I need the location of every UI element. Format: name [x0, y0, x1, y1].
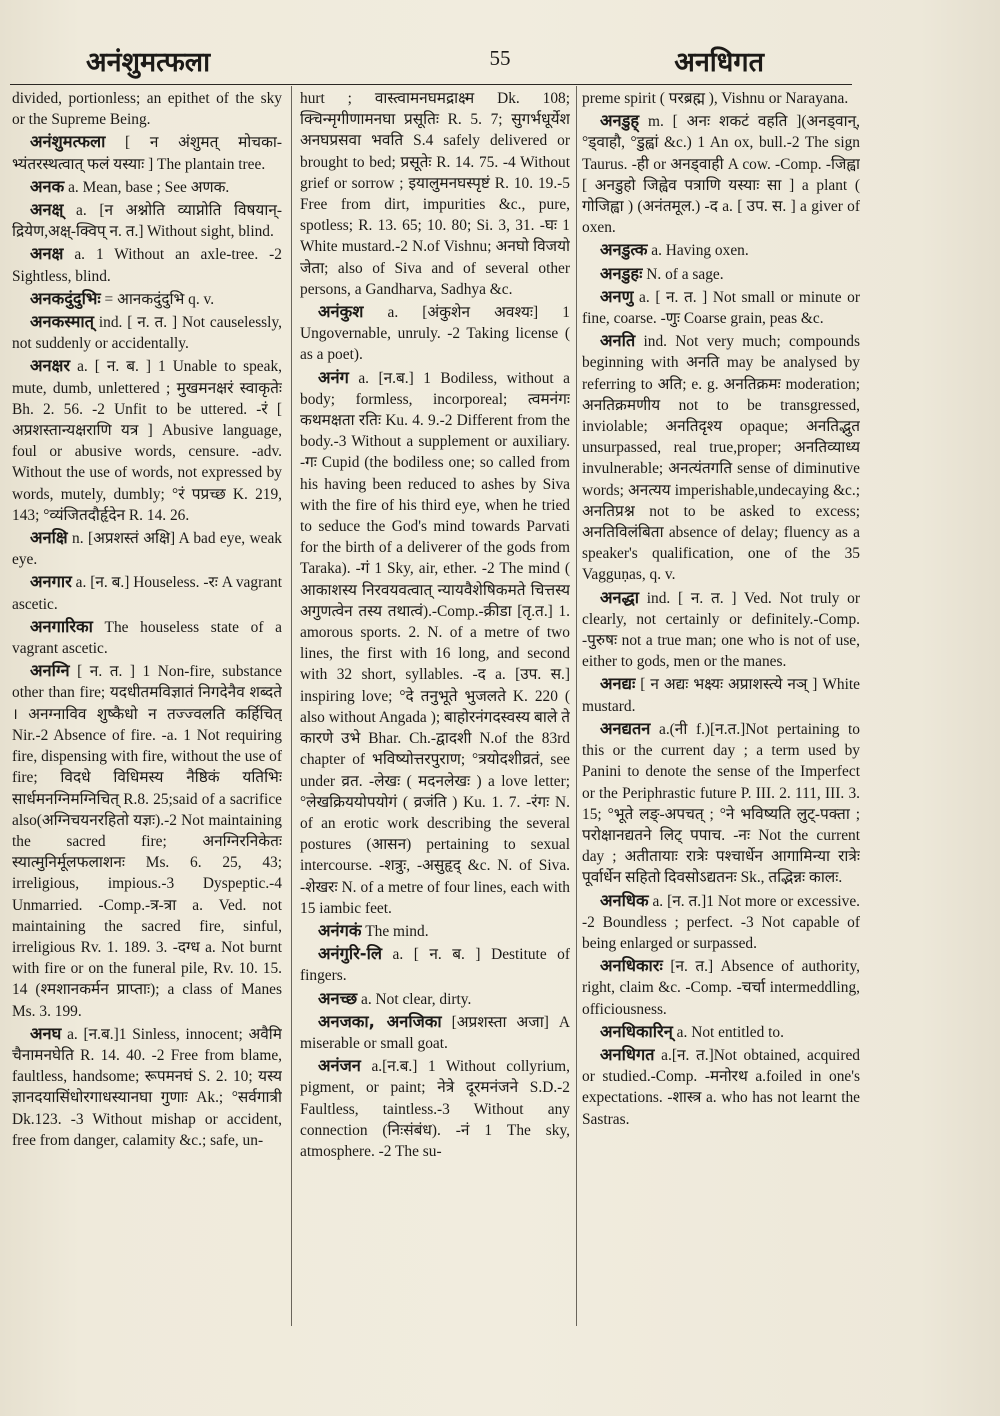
- entry-headword: अनधिकारिन्: [600, 1021, 673, 1041]
- entry-headword: अनडुत्क: [600, 240, 648, 260]
- dictionary-entry: [582, 890, 860, 955]
- dictionary-entry: [300, 1011, 570, 1054]
- dictionary-entry: [582, 330, 860, 585]
- entry-definition: a. [ न. त. ] Not small or minute or fine, coarse. -णुः Coarse grain, peas &c.: [582, 288, 860, 328]
- dictionary-entry: [582, 587, 860, 673]
- entry-definition: a.(नी f.)[न.त.]Not pertaining to this or the current day ; a term used by Panini to denote the sense of the Imperfect or the Periphrastic future P. III. 2. 111, III. 3. 15; °भूते लङ्-अपचत् ; °ने भविष्यति लुट्-पक्ता ; परोक्षानद्यतने लिट् पपाच. -नः Not the current day ; अतीतायाः रात्रेः पश्चार्धेन आगामिन्या रात्रेः पूर्वार्धेन सहितो दिवसोऽद्यतनः Sk., तद्भिन्नः कालः.: [582, 720, 860, 887]
- entry-headword: अनद्यः: [600, 674, 636, 694]
- entry-definition: a. [ न. ब. ] 1 Unable to speak, mute, dumb, unlettered ; मुखमनक्षरं स्वाकृतेः Bh. 2. 56. -2 Unfit to be uttered. -रं [ अप्रशस्तान्यक्षराणि यत्र ] Abusive language, foul or abusive words, censure. -adv. Without the use of words, not expressed by words, mutely, dumbly; °रं पप्रच्छ K. 219, 143; °व्यंजितदौर्हृदेन R. 14. 26.: [12, 358, 282, 524]
- entry-definition: a. [न.ब.]1 Sinless, innocent; अवैमि चैनामनघेति R. 14. 40. -2 Free from blame, faultless, handsome; रूपमनघं S. 2. 10; यस्य ज्ञानदयासिंधोरगाधस्यानघा गुणाः Ak.; °सर्वगात्री Dk.123. -3 Without mishap or accident, free from danger, calamity &c.; safe, un-: [12, 1025, 282, 1149]
- column-3: [582, 88, 860, 1378]
- entry-definition: a. [न.ब.] 1 Bodiless, without a body; formless, incorporeal; त्वमनंगः कथमक्षता रतिः Ku. 4. 9.-2 Different from the body.-3 Without a supplement or auxiliary. -गः Cupid (the bodiless one; so called from his having been reduced to ashes by Siva with the fire of his third eye, when he tried to seduce the God's mind towards Parvati for the birth of a deliverer of the gods from Taraka). -गं 1 Sky, air, ether. -2 The mind ( आकाशस्य निरवयवत्वात् न्यायवैशेषिकमते चित्तस्य अगुणत्वेन तस्य तथात्वं).-Comp.-क्रीडा [तृ.त.] 1. amorous sports. 2. N. of a metre of two lines, the first with 16 long, and second with 32 short, syllables. -द a. [उप. स.] inspiring love; °दे तनुभूते भुजलते K. 220 ( also without Angada ); बाहोरनंगदस्वस्य बाले ते कारणे उभे Bhar. Ch.-द्वादशी N.of the 83rd chapter of भविष्योत्तरपुराण; °त्रयोदशीव्रतं, see under व्रत. -लेखः ( मदनलेखः ) a love letter; °लेखक्रिययोपयोगं ( व्रजंति ) Ku. 1. 7. -रंगः N. of an erotic work describing the several postures (आसन) pertaining to sexual intercourse. -शत्रुः, -असुहृद् &c. N. of Siva. -शेखरः N. of a metre of four lines, each with 15 iambic feet.: [300, 369, 570, 917]
- entry-headword: अनधिकारः: [600, 956, 663, 976]
- entry-definition: = आनकदुंदुभि q. v.: [100, 290, 215, 308]
- entry-headword: अनजका, अनजिका: [318, 1011, 442, 1031]
- dictionary-entry: [582, 673, 860, 716]
- entry-headword: अनक्ष: [30, 244, 64, 264]
- entry-headword: अनंशुमत्फला: [30, 132, 106, 152]
- entry-definition: ind. [ न. त. ] Ved. Not truly or clearly, not certainly or definitely.-Comp. -पुरुषः not a true man; one who is not of use, either to gods, men or the manes.: [582, 589, 860, 671]
- entry-headword: अनधिक: [600, 890, 649, 910]
- entry-definition: a. 1 Without an axle-tree. -2 Sightless, blind.: [12, 246, 282, 285]
- dictionary-entry: [300, 1055, 570, 1162]
- entry-definition: [ न अद्यः भक्ष्यः अप्राशस्त्ये नञ् ] White mustard.: [582, 676, 860, 715]
- entry-definition: a.[न. त.]Not obtained, acquired or studied.-Comp. -मनोरथ a.foiled in one's expectations. -शास्त्र a. who has not learnt the Sastras.: [582, 1046, 860, 1128]
- header-last-word: अनधिगत: [674, 47, 764, 78]
- column-1: [12, 88, 282, 1378]
- entry-definition: [ न. त. ] 1 Non-fire, substance other than fire; यदधीतमविज्ञातं निगदेनैव शब्दते । अनग्नाविव शुष्कैधो न तज्ज्वलति कर्हिचित् Nir.-2 Absence of fire. -a. 1 Not requiring fire, dispensing with fire, without the use of fire; विदधे विधिमस्य नैष्ठिकं यतिभिः सार्धमनग्निमग्निचित् R.8. 25;said of a sacrifice also(अग्निचयनरहितो यज्ञः).-2 Not maintaining the sacred fire; अनग्निरनिकेतः स्यात्मुनिर्मूलफलाशनः Ms. 6. 25, 43; irreligious, impious.-3 Dyspeptic.-4 Unmarried. -Comp.-त्र-त्रा a. Ved. not maintaining the sacred fire, sinful, irreligious Rv. 1. 189. 3. -दग्ध a. Not burnt with fire or on the funeral pile, Rv. 10. 15. 14 (श्मशानकर्मन प्राप्ताः); a class of Manes Ms. 3. 199.: [12, 663, 282, 1020]
- entry-headword: अनद्धा: [600, 587, 639, 607]
- entry-definition: ind. Not very much; compounds beginning with अनति may be analysed by referring to अति; e. g. अनतिक्रमः moderation; अनतिक्रमणीय not to be transgressed, inviolable; अनतिदृश्य opaque; अनतिद्भुत unsurpassed, real true,proper; अनतिव्याध्य invulnerable; अनत्यंतगति sense of diminutive words; अनत्यय imperishable,undecaying &c.; अनतिप्रश्न not to be asked to excess; अनतिविलंबिता absence of delay; fluency as a speaker's qualification, one of the 35 Vagguṇas, q. v.: [582, 333, 860, 584]
- entry-headword: अनद्यतन: [600, 718, 651, 738]
- entry-definition: a. Not entitled to.: [672, 1023, 784, 1041]
- dictionary-entry: [300, 88, 570, 300]
- entry-definition: n. [अप्रशस्तं अक्षि] A bad eye, weak eye.: [12, 530, 282, 569]
- entry-headword: अनच्छ: [318, 988, 358, 1008]
- dictionary-entry: [582, 88, 860, 109]
- dictionary-entry: [12, 660, 282, 1021]
- dictionary-entry: [12, 243, 282, 286]
- entry-definition: a. [न. ब.] Houseless. -रः A vagrant ascetic.: [12, 574, 282, 613]
- entry-headword: अनक: [30, 176, 65, 196]
- dictionary-entry: [582, 286, 860, 329]
- entry-definition: hurt ; वास्त्वामनघमद्राक्ष्म Dk. 108; क्चिन्मृगीणामनघा प्रसूतिः R. 5. 7; सुगर्भधूर्येश अनघप्रसवा भवति S.4 safely delivered or brought to bed; प्रसूतेः R. 14. 75. -4 Without grief or sorrow ; इयालुमनघस्पृष्टं R. 10. 19.-5 Free from dirt, impurities &c., pure, spotless; R. 13. 65; 10. 80; Si. 3, 31. -घः 1 White mustard.-2 N.of Vishnu; अनघो विजयो जेता; also of Siva and of several other persons, a Gandharva, Sadhya &c.: [300, 90, 570, 298]
- entry-definition: a.[न.ब.] 1 Without collyrium, pigment, or paint; नेत्रे दूरमनंजने S.D.-2 Faultless, taintless.-3 Without any connection (निःसंबंध). -नं 1 The sky, atmosphere. -2 The su-: [300, 1058, 570, 1160]
- entry-definition: The mind.: [361, 922, 429, 940]
- dictionary-entry: [582, 110, 860, 238]
- entry-definition: N. of a sage.: [642, 265, 724, 283]
- entry-definition: a. [ न. ब. ] Destitute of fingers.: [300, 946, 570, 985]
- entry-headword: अनकदुंदुभिः: [30, 288, 101, 308]
- entry-headword: अनणु: [600, 286, 634, 306]
- dictionary-entry: [300, 301, 570, 366]
- entry-headword: अनगारिका: [30, 616, 93, 636]
- page-header: [0, 38, 1000, 80]
- entry-definition: a. [अंकुशेन अवश्यः] 1 Ungovernable, unruly. -2 Taking license ( as a poet).: [300, 304, 570, 364]
- entry-definition: divided, portionless; an epithet of the sky or the Supreme Being.: [12, 90, 282, 129]
- entry-headword: अनक्ष्: [30, 200, 64, 220]
- entry-headword: अनक्षि: [30, 528, 68, 548]
- dictionary-entry: [582, 239, 860, 261]
- dictionary-entry: [582, 263, 860, 285]
- dictionary-entry: [12, 571, 282, 614]
- entry-definition: a. Having oxen.: [647, 242, 749, 260]
- entry-headword: अनकस्मात्: [30, 312, 94, 332]
- dictionary-entry: [582, 1021, 860, 1043]
- entry-headword: अनंजन: [318, 1056, 361, 1076]
- dictionary-entry: [12, 355, 282, 526]
- entry-definition: a. [न. त.]1 Not more or excessive. -2 Boundless ; perfect. -3 Not capable of being enlarged or surpassed.: [582, 892, 860, 952]
- entry-headword: अनंगुरि-लि: [318, 944, 382, 964]
- header-first-word: अनंशुमत्फला: [86, 47, 211, 78]
- entry-definition: a. Mean, base ; See अणक.: [64, 178, 230, 196]
- entry-headword: अनंकुश: [318, 302, 364, 322]
- entry-definition: [न. त.] Absence of authority, right, claim &c. -Comp. -चर्चा intermeddling, officiousness.: [582, 958, 860, 1018]
- column-divider: [291, 86, 292, 1326]
- dictionary-entry: [12, 199, 282, 242]
- entry-definition: m. [ अनः शकटं वहति ](अनड्वान्, °ड्वाहौ, °डुह्वां &c.) 1 An ox, bull.-2 The sign Taurus. -ही or अनड्वाही A cow. -Comp. -जिह्वा [ अनडुहो जिह्वेव पत्राणि यस्याः सा ] a plant ( गोजिह्वा ) (अनंतमूल.) -द a. [ उप. स. ] a giver of oxen.: [582, 113, 860, 237]
- dictionary-entry: [582, 955, 860, 1020]
- entry-headword: अनंग: [318, 367, 349, 387]
- dictionary-entry: [300, 367, 570, 919]
- entry-headword: अनडुह्: [600, 111, 640, 131]
- entry-headword: अनंगकं: [318, 920, 362, 940]
- dictionary-entry: [300, 943, 570, 986]
- dictionary-entry: [12, 288, 282, 310]
- entry-definition: ind. [ न. त. ] Not causelessly, not suddenly or accidentally.: [12, 314, 282, 353]
- entry-headword: अनगार: [30, 572, 72, 592]
- dictionary-entry: [582, 1044, 860, 1130]
- header-rule: [10, 84, 852, 85]
- entry-definition: a. [न अश्नोति व्याप्नोति विषयान्-द्रियेण,अक्ष्-क्विप् न. त.] Without sight, blind.: [12, 202, 282, 241]
- entry-definition: [अप्रशस्ता अजा] A miserable or small goat.: [300, 1013, 570, 1052]
- dictionary-entry: [12, 88, 282, 130]
- dictionary-entry: [12, 1023, 282, 1151]
- entry-definition: a. Not clear, dirty.: [357, 990, 472, 1008]
- dictionary-entry: [12, 176, 282, 198]
- entry-definition: The houseless state of a vagrant ascetic.: [12, 618, 282, 658]
- entry-headword: अनधिगत: [600, 1044, 655, 1064]
- dictionary-entry: [582, 718, 860, 889]
- dictionary-entry: [12, 131, 282, 174]
- column-2: [300, 88, 570, 1378]
- dictionary-entry: [12, 616, 282, 659]
- entry-headword: अनडुहः: [600, 263, 643, 283]
- dictionary-entry: [12, 311, 282, 354]
- entry-headword: अनति: [600, 331, 636, 351]
- entry-definition: [ न अंशुमत् मोचका-भ्यंतरस्थत्वात् फलं यस्याः ] The plantain tree.: [12, 134, 282, 173]
- entry-headword: अनघ: [30, 1023, 62, 1043]
- entry-definition: preme spirit ( परब्रह्म ), Vishnu or Narayana.: [582, 90, 849, 107]
- entry-headword: अनक्षर: [30, 356, 71, 376]
- dictionary-entry: [12, 527, 282, 570]
- dictionary-entry: [300, 988, 570, 1010]
- entry-headword: अनग्नि: [30, 661, 70, 681]
- dictionary-entry: [300, 920, 570, 942]
- column-divider: [576, 86, 577, 1326]
- page-number: 55: [489, 46, 511, 70]
